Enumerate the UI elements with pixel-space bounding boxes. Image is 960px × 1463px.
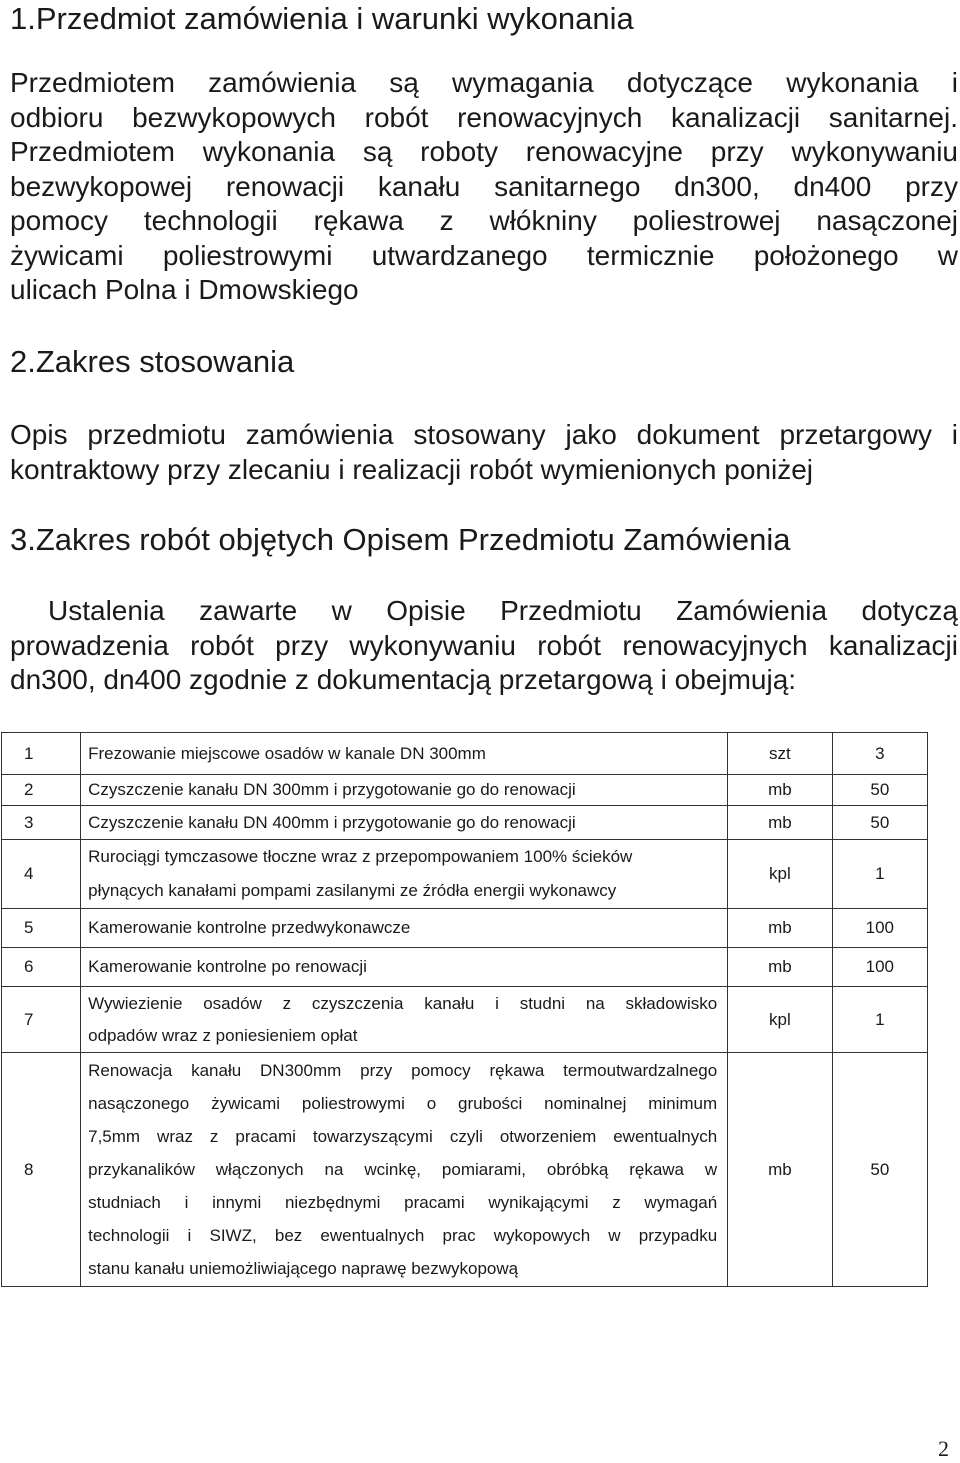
paragraph-line: Przedmiotem zamówienia są wymagania dotyczące wykonania i <box>10 67 958 98</box>
row-unit: mb <box>728 1053 832 1287</box>
row-description <box>81 909 728 948</box>
description-line: 7,5mm wraz z pracami towarzyszącymi czyli otworzeniem ewentualnych <box>88 1127 718 1146</box>
paragraph-line: bezwykopowej renowacji kanału sanitarnego dn300, dn400 przy <box>10 170 958 202</box>
paragraph-line: kontraktowy przy zlecaniu i realizacji robót wymienionych poniżej <box>10 453 814 485</box>
paragraph-line: ulicach Polna i Dmowskiego <box>10 274 359 305</box>
row-number: 2 <box>2 775 81 806</box>
paragraph-line: pomocy technologii rękawa z włókniny poliestrowej nasączonej <box>10 205 958 236</box>
row-number: 8 <box>2 1053 81 1287</box>
row-quantity: 100 <box>832 909 927 948</box>
description-line: technologii i SIWZ, bez ewentualnych prac wykopowych w przypadku <box>88 1226 718 1245</box>
description-line: Czyszczenie kanału DN 400mm i przygotowanie go do renowacji <box>88 812 576 832</box>
row-quantity: 100 <box>832 948 927 987</box>
page-number: 2 <box>938 1436 949 1461</box>
section-2-heading: 2.Zakres stosowania <box>10 344 295 379</box>
paragraph-line: żywicami poliestrowymi utwardzanego termicznie położonego w <box>10 239 958 271</box>
table-row <box>2 806 928 840</box>
table-row <box>2 733 928 775</box>
scope-of-works-table <box>1 732 928 1287</box>
paragraph-line: Przedmiotem wykonania są roboty renowacyjne przy wykonywaniu <box>10 136 958 167</box>
table-row <box>2 987 928 1053</box>
row-unit: kpl <box>728 987 832 1053</box>
description-line: stanu kanału uniemożliwiającego naprawę bezwykopową <box>88 1259 519 1278</box>
row-description <box>81 948 728 987</box>
row-number: 6 <box>2 948 81 987</box>
description-line: nasączonego żywicami poliestrowymi o grubości nominalnej minimum <box>88 1094 718 1113</box>
description-line: płynących kanałami pompami zasilanymi ze źródła energii wykonawcy <box>88 881 617 900</box>
table-row <box>2 840 928 909</box>
description-line: Kamerowanie kontrolne przedwykonawcze <box>88 918 411 937</box>
row-quantity: 3 <box>832 733 927 775</box>
row-description <box>81 775 728 806</box>
row-unit: szt <box>728 733 832 775</box>
row-number: 5 <box>2 909 81 948</box>
row-number: 7 <box>2 987 81 1053</box>
description-line: przykanalików włączonych na wcinkę, pomiarami, obróbką rękawa w <box>88 1160 718 1179</box>
section-1-heading: 1.Przedmiot zamówienia i warunki wykonania <box>10 1 634 36</box>
row-unit: mb <box>728 775 832 806</box>
paragraph-line: odbioru bezwykopowych robót renowacyjnych kanalizacji sanitarnej. <box>10 101 958 133</box>
row-description <box>81 840 728 909</box>
description-line: Wywiezienie osadów z czyszczenia kanału i studni na składowisko <box>88 993 718 1013</box>
paragraph-line: prowadzenia robót przy wykonywaniu robót renowacyjnych kanalizacji <box>10 629 958 661</box>
description-line: studniach i innymi niezbędnymi pracami wynikającymi z wymagań <box>88 1193 718 1212</box>
table-row <box>2 775 928 806</box>
row-unit: mb <box>728 909 832 948</box>
row-description <box>81 806 728 840</box>
paragraph-line: Opis przedmiotu zamówienia stosowany jako dokument przetargowy i <box>10 419 958 450</box>
row-quantity: 50 <box>832 775 927 806</box>
table-row <box>2 948 928 987</box>
row-description <box>81 987 728 1053</box>
table-row <box>2 909 928 948</box>
row-number: 1 <box>2 733 81 775</box>
row-quantity: 50 <box>832 1053 927 1287</box>
row-unit: kpl <box>728 840 832 909</box>
description-line: Kamerowanie kontrolne po renowacji <box>88 957 367 976</box>
description-line: Renowacja kanału DN300mm przy pomocy rękawa termoutwardzalnego <box>88 1061 718 1080</box>
paragraph-line: dn300, dn400 zgodnie z dokumentacją przetargową i obejmują: <box>10 664 797 695</box>
row-quantity: 1 <box>832 987 927 1053</box>
section-2-paragraph <box>10 418 958 487</box>
row-description <box>81 733 728 775</box>
description-line: odpadów wraz z poniesieniem opłat <box>88 1025 358 1045</box>
row-unit: mb <box>728 948 832 987</box>
row-number: 4 <box>2 840 81 909</box>
description-line: Frezowanie miejscowe osadów w kanale DN 300mm <box>88 743 486 763</box>
description-line: Czyszczenie kanału DN 300mm i przygotowanie go do renowacji <box>88 780 576 799</box>
row-unit: mb <box>728 806 832 840</box>
description-line: Rurociągi tymczasowe tłoczne wraz z przepompowaniem 100% ścieków <box>88 847 633 866</box>
section-3-paragraph <box>10 594 958 698</box>
paragraph-line: Ustalenia zawarte w Opisie Przedmiotu Zamówienia dotyczą <box>48 595 958 626</box>
row-quantity: 50 <box>832 806 927 840</box>
row-number: 3 <box>2 806 81 840</box>
row-quantity: 1 <box>832 840 927 909</box>
section-3-heading: 3.Zakres robót objętych Opisem Przedmiotu Zamówienia <box>10 522 791 557</box>
section-1-paragraph <box>10 66 958 308</box>
row-description <box>81 1053 728 1287</box>
table-row <box>2 1053 928 1287</box>
